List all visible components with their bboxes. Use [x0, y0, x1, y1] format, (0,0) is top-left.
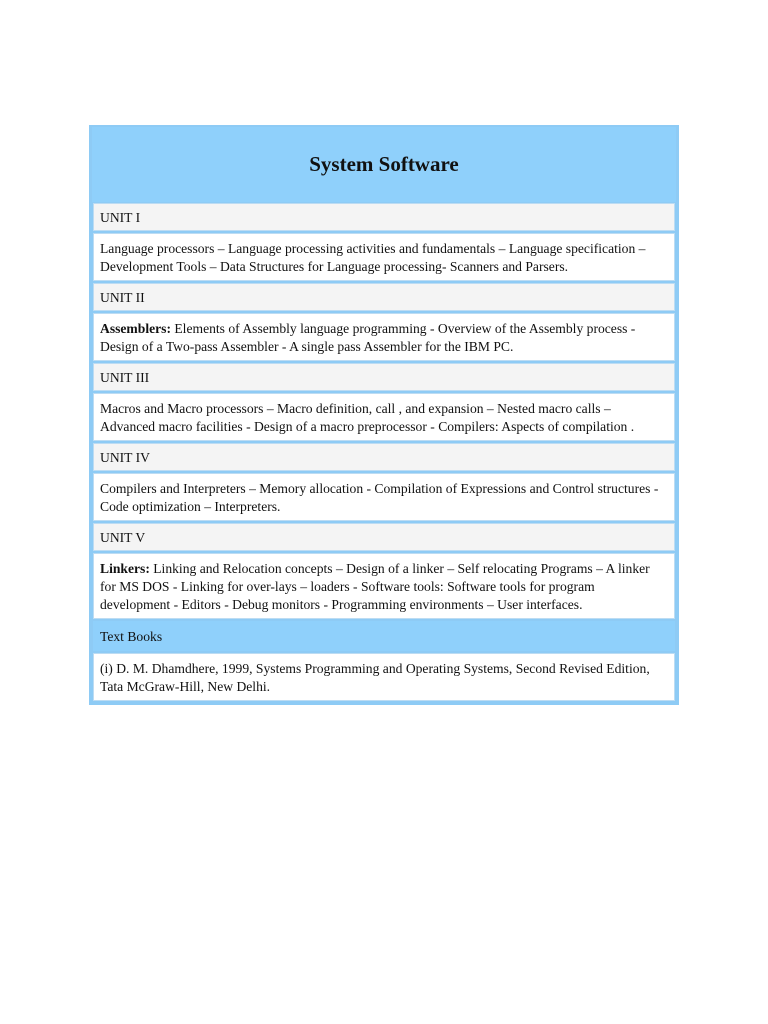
unit-heading-5: UNIT V [93, 523, 675, 551]
unit-heading-1: UNIT I [93, 203, 675, 231]
unit-content-2-text: Elements of Assembly language programming - Overview of the Assembly process - Design of a Two-pass Assembler - A single pass Assembler for the IBM PC. [100, 321, 636, 354]
unit-content-3 [93, 393, 675, 441]
unit-content-3-text: Macros and Macro processors – Macro definition, call , and expansion – Nested macro calls – Advanced macro facilities - Design of a macro preprocessor - Compilers: Aspects of compilation . [100, 401, 635, 434]
text-book-entry: (i) D. M. Dhamdhere, 1999, Systems Programming and Operating Systems, Second Revised Edition, Tata McGraw-Hill, New Delhi. [93, 653, 675, 701]
document-title: System Software [309, 152, 459, 176]
unit-content-2 [93, 313, 675, 361]
unit-content-5-lead: Linkers: [100, 561, 150, 576]
unit-content-4 [93, 473, 675, 521]
text-books-heading: Text Books [93, 621, 675, 651]
unit-content-1-text: Language processors – Language processing activities and fundamentals – Language specification – Development Tools – Data Structures for Language processing- Scanners and Parsers. [100, 241, 646, 274]
title-row [92, 127, 676, 202]
syllabus-table [89, 125, 679, 705]
unit-heading-4: UNIT IV [93, 443, 675, 471]
unit-content-5-text: Linking and Relocation concepts – Design of a linker – Self relocating Programs – A linker for MS DOS - Linking for over-lays – loaders - Software tools: Software tools for program development - Editors - Debug monitors - Programming environments – User interfaces. [100, 561, 650, 612]
unit-content-4-text: Compilers and Interpreters – Memory allocation - Compilation of Expressions and Control structures - Code optimization – Interpreters. [100, 481, 659, 514]
unit-heading-3: UNIT III [93, 363, 675, 391]
unit-content-2-lead: Assemblers: [100, 321, 171, 336]
unit-content-1 [93, 233, 675, 281]
unit-content-5 [93, 553, 675, 619]
unit-heading-2: UNIT II [93, 283, 675, 311]
